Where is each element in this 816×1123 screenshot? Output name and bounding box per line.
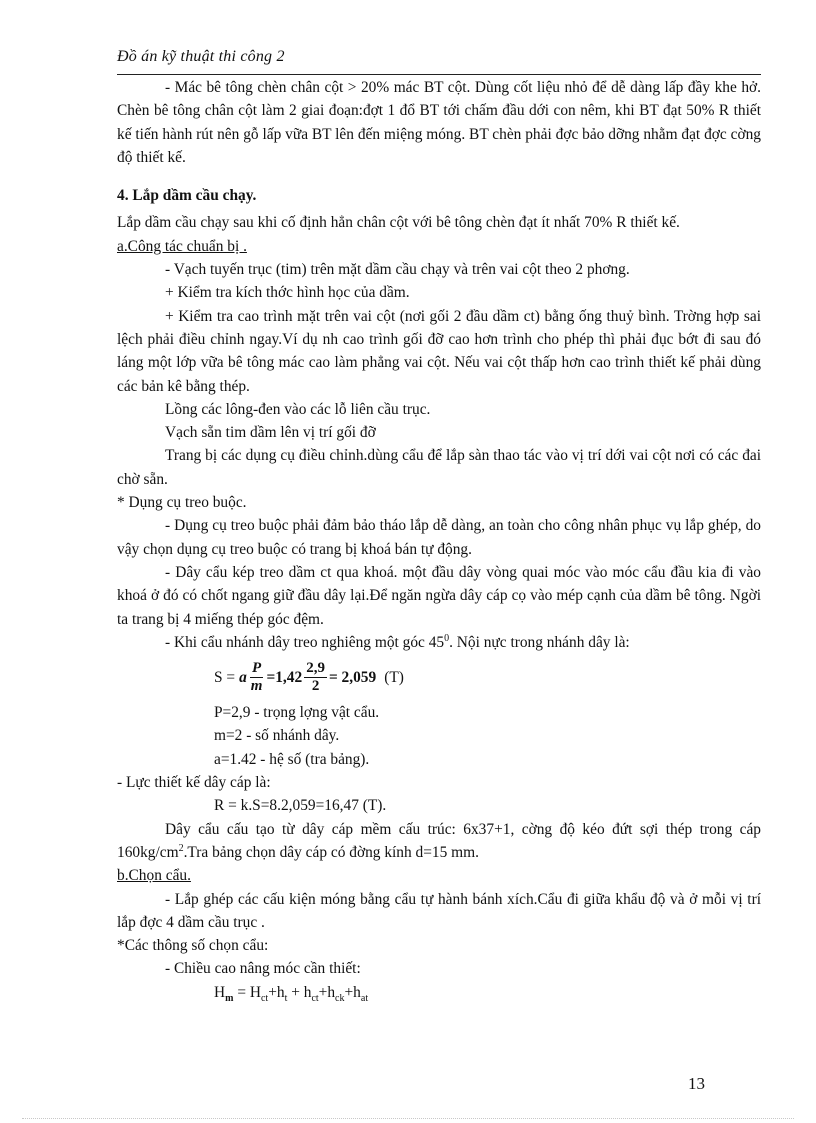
- paragraph-cable-spec: [117, 818, 761, 865]
- formula-numerator-value: 2,9: [306, 660, 325, 677]
- hm-plus3: +h: [318, 983, 336, 1001]
- formula-coef-a: a: [239, 668, 247, 686]
- hm-eq: = H: [233, 983, 261, 1001]
- variable-p: P=2,9 - trọng lợng vật cẩu.: [214, 704, 380, 722]
- cm-squared-superscript: 2: [178, 842, 184, 854]
- formula-hook-height: [117, 981, 761, 1004]
- formula-sling-force: [117, 660, 761, 695]
- formula-fraction-values: [304, 660, 327, 695]
- paragraph-sling-angle: [117, 631, 761, 654]
- hm-sub-ck: ck: [335, 992, 345, 1004]
- hm-sub-at: at: [360, 992, 369, 1004]
- paragraph-adjust-tools: Trang bị các dụng cụ điều chỉnh.dùng cẩu để lắp sàn thao tác vào vị trí dới vai cột nơi có các đai chờ sẵn.: [117, 447, 761, 488]
- formula-denominator-value: 2: [311, 678, 320, 695]
- paragraph-check-elevation: + Kiểm tra cao trình mặt trên vai cột (nơi gối 2 đầu dầm ct) bằng ống thuỷ bình. Trờng hợp sai lệch phải điều chỉnh ngay.Ví dụ nh cao trình gối đỡ cao hơn trình cho phép thì phải đục bớt đi sau đó láng một lớp vữa bê tông mác cao làm phẳng vai cột. Nếu vai cột thấp hơn cao trình thiết kế phải dùng các bản kê bằng thép.: [117, 307, 761, 395]
- paragraph-axis-marking: - Vạch tuyến trục (tim) trên mặt dầm cầu chạy và trên vai cột theo 2 phơng.: [165, 261, 630, 279]
- page-bottom-divider: [22, 1118, 794, 1119]
- hm-sub-m: m: [225, 992, 234, 1004]
- paragraph-crane-beam-intro: Lắp dầm cầu chạy sau khi cố định hẳn chân cột với bê tông chèn đạt ít nhất 70% R thiết kế.: [117, 214, 680, 232]
- page-header-title: Đồ án kỹ thuật thi công 2: [117, 48, 285, 65]
- paragraph-check-dimensions: + Kiểm tra kích thớc hình học của dầm.: [165, 284, 410, 302]
- formula-denominator-m: m: [250, 678, 263, 695]
- formula-result: = 2,059: [328, 668, 377, 686]
- variable-a: a=1.42 - hệ số (tra bảng).: [214, 750, 370, 768]
- subheading-preparation: a.Công tác chuẩn bị .: [117, 237, 247, 255]
- hm-sub-ct1: ct: [260, 992, 269, 1004]
- hm-sub-t: t: [284, 992, 288, 1004]
- document-body: [117, 76, 761, 1004]
- hm-plus2: + h: [287, 983, 312, 1001]
- subheading-crane-parameters: *Các thông số chọn cẩu:: [117, 937, 269, 955]
- formula-unit: (T): [384, 668, 404, 686]
- formula-lhs: S =: [214, 668, 236, 686]
- paragraph-double-sling: - Dây cẩu kép treo dầm ct qua khoá. một đầu dây vòng quai móc vào móc cẩu đầu kia đi vào khoá ở đó có chốt ngang giữ đầu dây lại.Để ngăn ngừa dây cáp cọ vào mép cạnh của dầm bê tông. Ngời ta trang bị 4 miếng thép góc đệm.: [117, 563, 761, 628]
- formula-value-a: =1,42: [266, 668, 303, 686]
- sling-angle-text-end: . Nội nực trong nhánh dây là:: [449, 633, 630, 651]
- degree-superscript: 0: [444, 632, 450, 644]
- paragraph-rigging-requirements: - Dụng cụ treo buộc phải đảm bảo tháo lắp dễ dàng, an toàn cho công nhân phục vụ lắp ghép, do vậy chọn dụng cụ treo buộc có trang bị khoá bán tự động.: [117, 517, 761, 558]
- hm-plus4: +h: [344, 983, 361, 1001]
- formula-design-force: R = k.S=8.2,059=16,47 (T).: [214, 797, 387, 815]
- hm-sub-ct2: ct: [311, 992, 319, 1004]
- variable-m: m=2 - số nhánh dây.: [214, 727, 340, 745]
- paragraph-hook-height: - Chiều cao nâng móc cần thiết:: [165, 960, 361, 978]
- paragraph-concrete-grout: - Mác bê tông chèn chân cột > 20% mác BT cột. Dùng cốt liệu nhỏ để dễ dàng lấp đầy khe hở. Chèn bê tông chân cột làm 2 giai đoạn:đợt 1 đổ BT tới chấm đầu dới con nêm, khi BT đạt 50% R thiết kế tiến hành rút nên gỗ lấp vữa BT lên đến miệng móng. BT chèn phải đợc bảo dỡng nhằm đạt đợc cờng độ thiết kế.: [117, 79, 761, 166]
- cable-spec-text: Dây cẩu cấu tạo từ dây cáp mềm cấu trúc: 6x37+1, cờng độ kéo đứt sợi thép trong cáp 160kg/cm: [117, 820, 761, 861]
- cable-spec-text-end: .Tra bảng chọn dây cáp có đờng kính d=15 mm.: [183, 843, 479, 861]
- section-heading-4: 4. Lắp dầm cầu chạy.: [117, 187, 257, 205]
- page-number: 13: [688, 1074, 705, 1093]
- formula-numerator-p: P: [252, 660, 262, 677]
- hm-plus1: +h: [268, 983, 285, 1001]
- paragraph-crawler-crane: - Lắp ghép các cấu kiện móng bằng cẩu tự hành bánh xích.Cẩu đi giữa khẩu độ và ở mỗi vị trí lắp đợc 4 dầm cầu trục .: [117, 890, 761, 931]
- paragraph-washers: Lồng các lông-đen vào các lỗ liên cầu trục.: [165, 400, 431, 418]
- paragraph-design-force: - Lực thiết kế dây cáp là:: [117, 774, 271, 792]
- paragraph-mark-centerline: Vạch sẵn tim dầm lên vị trí gối đỡ: [165, 424, 376, 442]
- subheading-crane-selection: b.Chọn cẩu.: [117, 867, 191, 885]
- header-rule: [117, 74, 761, 75]
- hm-symbol: H: [214, 983, 226, 1001]
- subheading-rigging-tools: * Dụng cụ treo buộc.: [117, 494, 247, 512]
- formula-fraction-p-m: [249, 660, 265, 695]
- sling-angle-text: - Khi cẩu nhánh dây treo nghiêng một góc 45: [165, 633, 445, 651]
